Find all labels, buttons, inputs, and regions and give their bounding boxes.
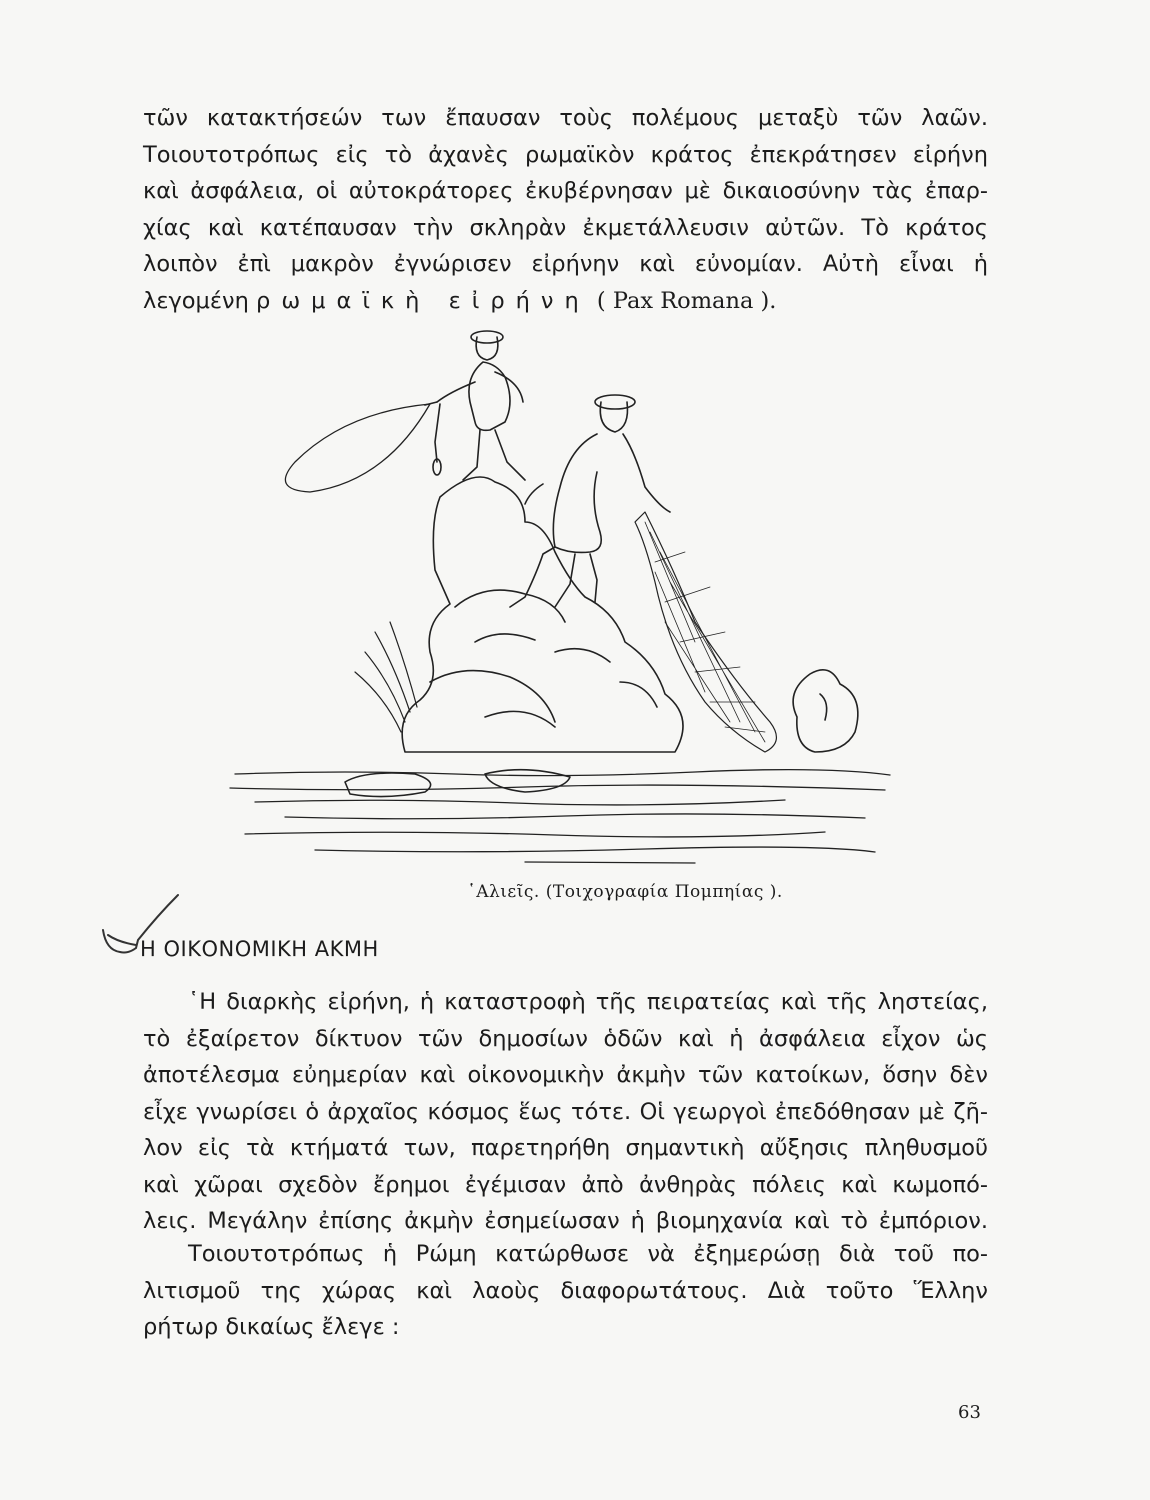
text-line: λοιπὸν ἐπὶ μακρὸν ἐγνώρισεν εἰρήνην καὶ εὐνομίαν. Αὐτὴ εἶναι ἡ [143, 251, 988, 277]
paragraph-pax-romana [143, 100, 988, 319]
text-line: καὶ ἀσφάλεια, οἱ αὐτοκράτορες ἐκυβέρνησαν μὲ δικαιοσύνην τὰς ἐπαρ- [143, 178, 988, 204]
spaced-emphasis: ρωμαϊκὴ εἰρήνη [256, 287, 590, 314]
text-line: Τοιουτοτρόπως ἡ Ρώμη κατώρθωσε νὰ ἐξημερώσῃ διὰ τοῦ πο- [188, 1241, 988, 1267]
paragraph-economic-peak [143, 984, 988, 1240]
text-line: λον εἰς τὰ κτήματά των, παρετηρήθη σημαντικὴ αὔξησις πληθυσμοῦ [143, 1135, 988, 1161]
reeds-icon [355, 622, 417, 732]
text-line: καὶ χῶραι σχεδὸν ἔρημοι ἐγέμισαν ἀπὸ ἀνθηρὰς πόλεις καὶ κωμοπό- [143, 1171, 988, 1198]
page-number: 63 [958, 1402, 981, 1423]
text-line: Τοιουτοτρόπως εἰς τὸ ἀχανὲς ρωμαϊκὸν κράτος ἐπεκράτησεν εἰρήνη [143, 141, 988, 168]
fishermen-illustration [225, 322, 905, 867]
text-fragment: λεγομένη [143, 287, 257, 314]
paragraph-civilization [143, 1236, 988, 1346]
text-line: ῾Η διαρκὴς εἰρήνη, ἡ καταστροφὴ τῆς πειρατείας καὶ τῆς ληστείας, [188, 989, 988, 1015]
rocks-icon [345, 477, 858, 797]
figure-caption: ῾Αλιεῖς. (Τοιχογραφία Πομπηίας ). [467, 882, 783, 902]
text-line: ρήτωρ δικαίως ἔλεγε : [143, 1314, 400, 1340]
text-line [143, 283, 988, 320]
text-line: χίας καὶ κατέπαυσαν τὴν σκληρὰν ἐκμετάλλευσιν αὐτῶν. Τὸ κράτος [143, 214, 988, 241]
text-line: τῶν κατακτήσεών των ἔπαυσαν τοὺς πολέμους μεταξὺ τῶν λαῶν. [143, 105, 988, 131]
text-line: εἶχε γνωρίσει ὁ ἀρχαῖος κόσμος ἕως τότε. Οἱ γεωργοὶ ἐπεδόθησαν μὲ ζῆ- [143, 1098, 988, 1125]
water-lines-icon [230, 770, 890, 863]
section-heading: Η ΟΙΚΟΝΟΜΙΚΗ ΑΚΜΗ [140, 937, 379, 961]
text-line: τὸ ἐξαίρετον δίκτυον τῶν δημοσίων ὁδῶν καὶ ἡ ἀσφάλεια εἶχον ὡς [143, 1025, 988, 1052]
fisherman-with-net-icon [510, 395, 776, 752]
text-line: λιτισμοῦ της χώρας καὶ λαοὺς διαφορωτάτους. Διὰ τοῦτο Ἕλλην [143, 1277, 988, 1304]
text-line: ἀποτέλεσμα εὐημερίαν καὶ οἰκονομικὴν ἀκμὴν τῶν κατοίκων, ὅσην δὲν [143, 1062, 988, 1088]
fisherman-with-rod-icon [285, 331, 525, 492]
latin-term: ( Pax Romana ). [596, 287, 777, 314]
text-line: λεις. Μεγάλην ἐπίσης ἀκμὴν ἐσημείωσαν ἡ βιομηχανία καὶ τὸ ἐμπόριον. [143, 1208, 988, 1234]
